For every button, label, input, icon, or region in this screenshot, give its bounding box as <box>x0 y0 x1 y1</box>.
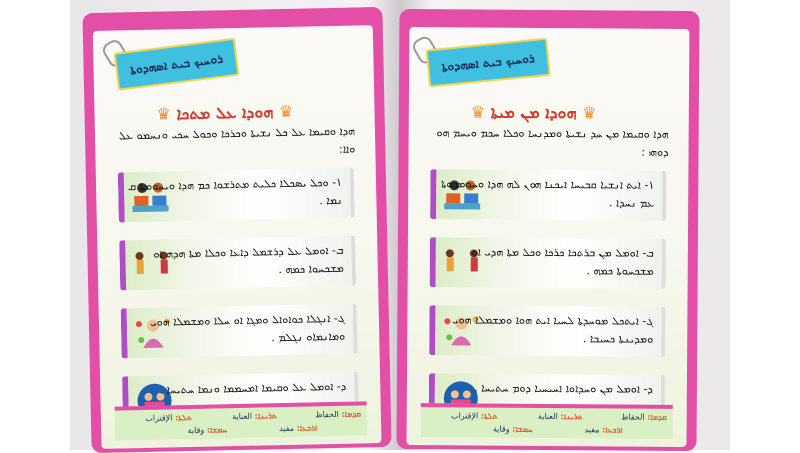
left-glossary <box>115 401 368 440</box>
right-title <box>471 102 597 123</box>
right-banner-text: ܪܘܚܝܟ ܒܝܬ ܐܣܗܕܘܬܐ <box>441 51 536 75</box>
glossary-term: ܩܕܡܐ: <box>341 409 361 419</box>
left-item-1-text: ١- ܘܟܠ ܝܣܟܠܐ ܟܠܝܬ ܡܬܪܫܘܐ ܟܡ ܗܕܐ ܘܝܚܘܡܬܐ ܩ ܢܡܐ . <box>127 175 343 208</box>
left-page-content <box>93 25 382 449</box>
right-item-3 <box>429 305 665 357</box>
glossary-meaning: وقاية <box>492 424 510 434</box>
glossary-meaning: العناية <box>232 411 253 422</box>
glossary-meaning: الإقتراب <box>145 413 173 423</box>
right-item-3-text: ܓ- ܐܝܬܟܠ ܡܘܚܕܬܐ ܠܚܝܐ ܐܝܬ ܗܘܐ ܘܡܫܡܠܐ ܗܘܝ ܘܡܕܝܢܬܐ ܟܚܝܒܐ . <box>452 313 654 346</box>
glossary-meaning: وقاية <box>187 425 205 436</box>
left-title-text: ܗܘܕܐ ܥܠ ܡܬܟܐ <box>176 102 274 124</box>
crown-icon: ♛ <box>273 101 294 122</box>
glossary-term: ܚܡܫܐ: <box>512 424 533 434</box>
right-item-2-text: ܒ- ܐܘܡܠ ܡܢ ܒܪܬܟܐ ܟܪܟܐ ܘܟܠ ܡܬܐ ܗܕܝ ܐܘ ܡܫܟܚܘܬܐ ܟܡܗ . <box>471 245 654 278</box>
glossary-meaning: الإقتراب <box>451 411 479 421</box>
crown-icon: ♛ <box>576 103 597 123</box>
left-page <box>82 7 391 453</box>
right-item-1 <box>430 169 666 221</box>
glossary-term: ܐܪܒܥܐ: <box>296 423 318 433</box>
glossary-term: ܬܠܬܐ: <box>174 412 193 423</box>
right-title-text: ܗܘܕܐ ܡܢ ܡܝܬܐ <box>490 102 577 123</box>
right-item-2 <box>430 237 666 289</box>
glossary-meaning: مفيد <box>278 423 295 434</box>
left-intro: ܗܕܐ ܘܩܝܡܐ ܥܠ ܟܠ ܢܫܝܬܐ ܘܟܪܟܐ ܘܟܘܠ ܚܟܝ ܘܢܚܡܘ ܥܠ ܘܐܐ: <box>118 124 356 156</box>
right-page-content <box>406 27 689 447</box>
right-item-4-text: ܕ- ܐܘܡܠ ܡܢ ܘܚܕܐܘܐ ܐܚܝܚܝܐ ܕܘܡ ܚܬܝܚܐ . <box>474 381 653 396</box>
left-item-2-text: ܒ- ܐܘܡܠ ܥܠ ܕܪܫܡܠ ܕܐܥܐ ܘܟܠܐ ܡܬܐ ܗܕܗ ܐܘ ܡܫܟܚܘܐ ܟܡܗ . <box>153 243 344 277</box>
left-item-3-text: ܓ- ܐܢܓܠܐ ܟܘܐܘܐܠ ܘܡܓܐ ܐܘ ܚܠܐ ܘܡܫܡܠܐ ܗܘܝ ܘܡܐܢܡܐܘ ܢܓܠܡ . <box>150 311 346 345</box>
left-item-3 <box>121 304 358 359</box>
glossary-term: ܬܪܝܢܐ: <box>254 411 277 421</box>
left-title <box>156 102 293 125</box>
glossary-term: ܬܪܝܢܐ: <box>560 412 583 422</box>
glossary-term: ܚܡܫܐ: <box>206 425 228 435</box>
left-item-2 <box>119 236 356 291</box>
glossary-term: ܬܠܬܐ: <box>480 411 498 421</box>
glossary-meaning: الحفاظ <box>315 409 339 420</box>
right-intro: ܗܕܐ ܘܩܝܡܐ ܡܢ ܚܕ ܢܫܝܬܐ ܘܡܕܢܚܐ ܘܟܠܐ ܚܟܡ ܘܝܚܡ ܗܘ ܕܘܗܝ : <box>436 126 669 159</box>
glossary-term: ܐܪܒܥܐ: <box>601 425 623 435</box>
glossary-meaning: مفيد <box>584 425 600 435</box>
right-item-1-text: ١- ܐܝܬ ܐܢܫܝܐ ܩܒܝܚܐ ܐܝܟܢܐ ܗܘܢ ܠܗ ܗܕܐ ܘܚܘܡܟܘܬܐ ܥܡ ܢܚܕܐ . <box>441 177 655 210</box>
left-banner-text: ܪܘܚܝܟ ܒܝܬ ܐܣܗܕܘܬܐ <box>129 51 224 78</box>
left-item-1 <box>118 168 355 223</box>
glossary-term: ܩܕܡܐ: <box>647 412 667 422</box>
left-item-4-text: ܕ- ܐܘܡܠ ܥܠ ܘܩܝܡܐ ܐܡܚܡܡܐ ܘܢܡܐ ܚܬܝܚܐ . <box>159 379 347 397</box>
right-banner <box>426 38 551 88</box>
glossary-meaning: الحفاظ <box>620 412 645 422</box>
right-page <box>396 9 699 451</box>
left-banner <box>114 38 240 91</box>
crown-icon: ♛ <box>470 102 491 122</box>
crown-icon: ♛ <box>156 104 177 124</box>
right-glossary <box>421 403 673 439</box>
glossary-meaning: العناية <box>537 411 558 422</box>
